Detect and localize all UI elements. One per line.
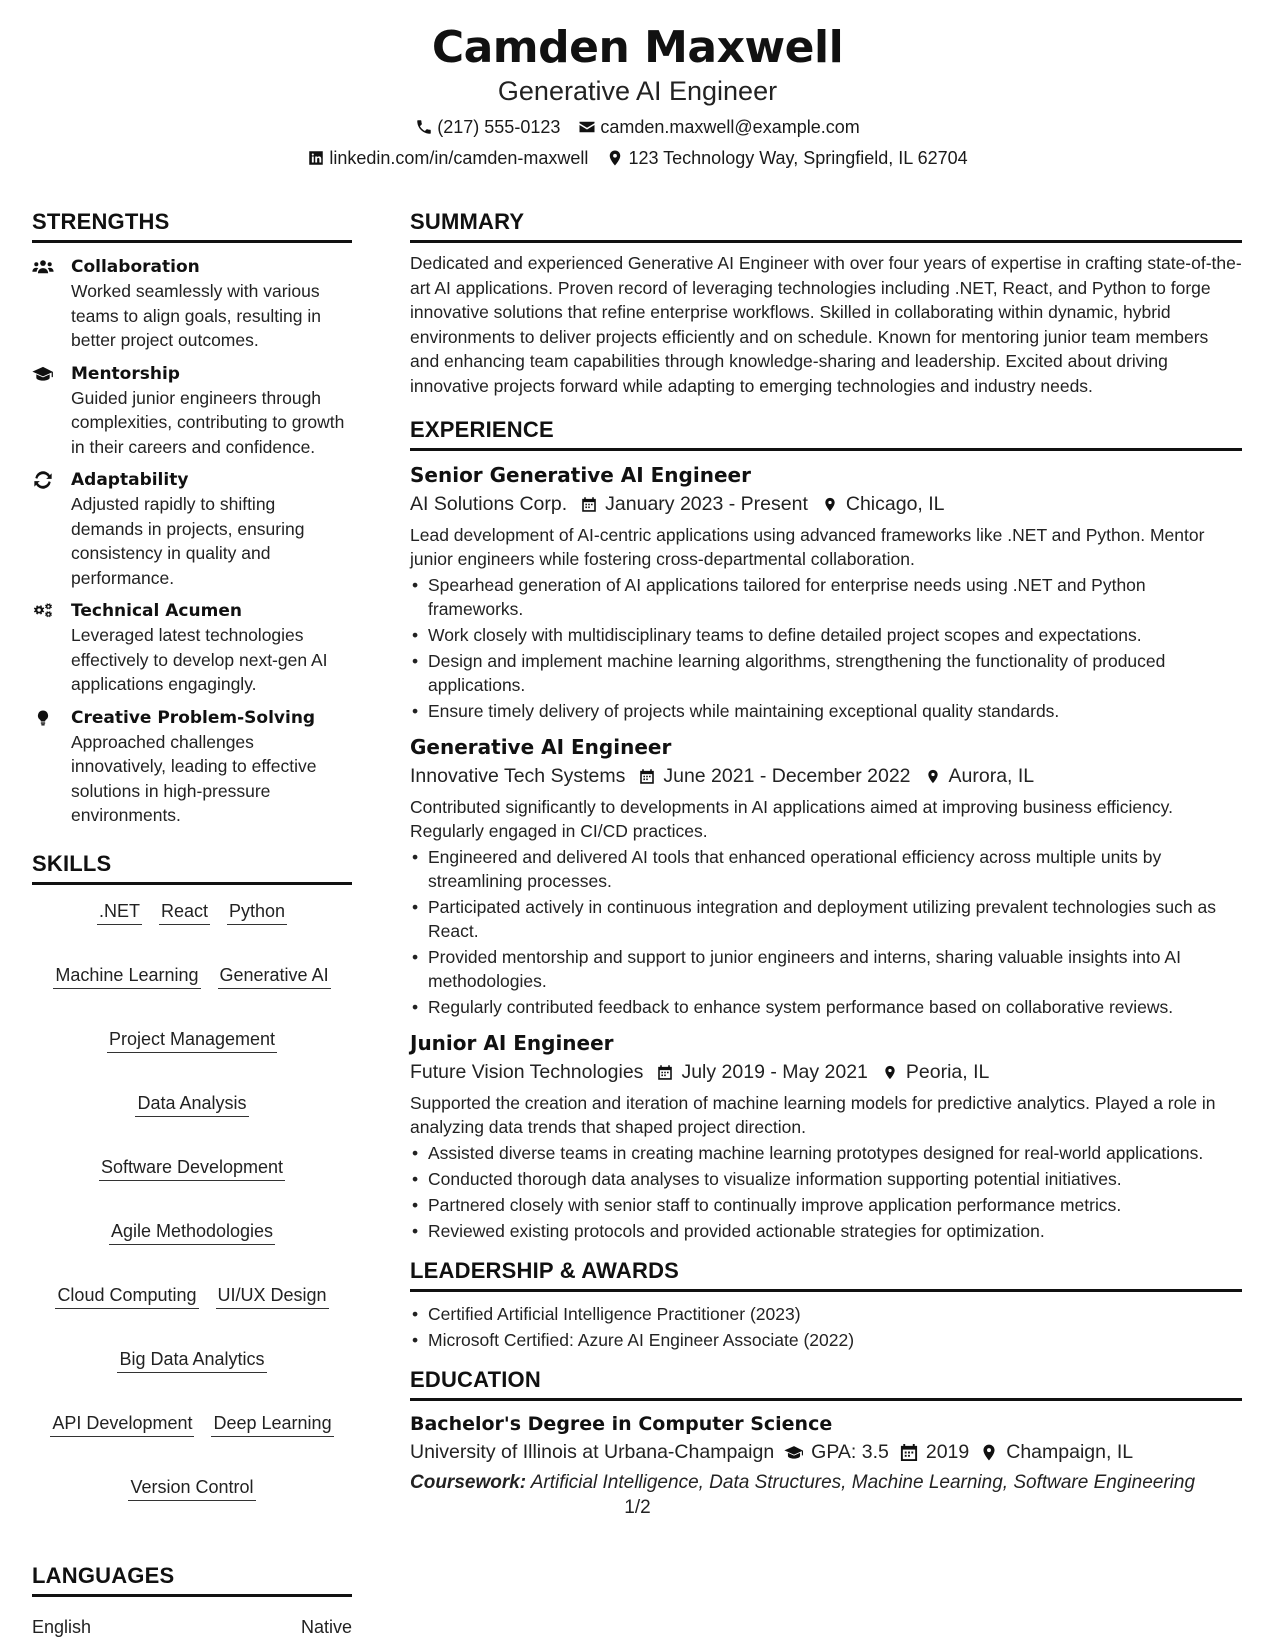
job-dates-text: July 2019 - May 2021 [681,1061,868,1083]
refresh-icon [32,471,54,489]
strength-title: Creative Problem-Solving [71,707,316,728]
skill-tag: Generative AI [218,963,331,989]
strength-desc: Worked seamlessly with various teams to align goals, resulting in better project outcomes. [71,281,321,350]
candidate-name: Camden Maxwell [431,22,844,73]
award-item: • Certified Artificial Intelligence Practitioner (2023) [410,1302,1242,1326]
map-pin-icon [882,1063,898,1082]
experience-list [410,461,1242,1243]
strength-item [32,255,352,353]
skill-tag: Big Data Analytics [117,1347,266,1373]
calendar-icon [899,1443,919,1462]
skill-tag: UI/UX Design [216,1283,329,1309]
job-meta [410,1057,1242,1087]
summary-heading: SUMMARY [410,208,1242,243]
gpa-text: GPA: 3.5 [811,1441,889,1463]
phone-icon [415,118,433,136]
job-bullet: • Spearhead generation of AI applications tailored for enterprise needs using .NET and Python frameworks. [410,573,1242,621]
skill-tag: Agile Methodologies [109,1219,275,1245]
languages-heading: LANGUAGES [32,1562,352,1597]
phone-contact[interactable] [415,115,560,139]
resume-header [0,22,1275,170]
skill-tag: .NET [97,899,142,925]
language-row [32,1615,352,1639]
language-level: Native [300,1616,352,1637]
language-name: English [32,1616,92,1637]
job-location-text: Chicago, IL [845,493,945,515]
strength-title: Mentorship [71,363,180,384]
job-bullet: • Engineered and delivered AI tools that enhanced operational efficiency across multiple units by streamlining processes. [410,845,1242,893]
job-role: Senior Generative AI Engineer [410,463,751,487]
skill-tag: React [159,899,210,925]
job-bullet: • Regularly contributed feedback to enhance system performance based on collaborative reviews. [410,995,1242,1019]
users-icon [32,258,54,276]
map-pin-icon [925,767,941,786]
job-entry [410,1029,1242,1243]
map-pin-icon [822,495,838,514]
experience-heading: EXPERIENCE [410,416,1242,451]
contact-row-2 [0,146,1275,170]
linkedin-icon [307,149,325,167]
skill-tag: API Development [50,1411,194,1437]
strength-item [32,706,352,828]
calendar-icon [581,495,597,514]
skill-tag: Deep Learning [211,1411,333,1437]
job-location-text: Peoria, IL [905,1061,990,1083]
job-entry [410,461,1242,723]
map-pin-icon [979,1443,999,1462]
right-column [410,208,1242,1497]
skill-tag: Python [227,899,287,925]
coursework-text: Artificial Intelligence, Data Structures, Machine Learning, Software Engineering [530,1472,1196,1493]
job-dates-text: June 2021 - December 2022 [663,765,911,787]
award-item: • Microsoft Certified: Azure AI Engineer Associate (2022) [410,1328,1242,1352]
job-bullet: • Reviewed existing protocols and provided actionable strategies for optimization. [410,1219,1242,1243]
graduation-cap-icon [784,1443,804,1462]
job-bullet: • Assisted diverse teams in creating machine learning prototypes designed for real-world applications. [410,1141,1242,1165]
job-role: Generative AI Engineer [410,735,672,759]
job-description: Contributed significantly to developments in AI applications aimed at improving business efficiency. Regularly engaged in CI/CD practices. [410,797,1173,841]
strength-desc: Approached challenges innovatively, leading to effective solutions in high-pressure environments. [71,731,317,825]
school-location [979,1437,1133,1467]
strength-item [32,468,352,590]
skill-tag: Machine Learning [53,963,200,989]
job-company: AI Solutions Corp. [410,493,568,515]
graduation-year [899,1437,969,1467]
job-description: Lead development of AI-centric applications using advanced frameworks like .NET and Python. Mentor junior engineers while fostering cross-departmental collaboration. [410,525,1205,569]
job-location [925,761,1035,791]
summary-text: Dedicated and experienced Generative AI Engineer with over four years of expertise in crafting state-of-the-art AI applications. Proven record of leveraging technologies including .NET, React, and Python to forge innovative solutions that refine enterprise workflows. Skilled in collaborating within dynamic, hybrid environments to deliver projects efficiently and on schedule. Known for mentoring junior team members and enhancing team capabilities through knowledge-sharing and leadership. Excited about driving innovative projects forward while adapting to emerging technologies and industry needs. [410,253,1242,396]
strength-item [32,599,352,697]
gears-icon [32,602,54,620]
location-text: Champaign, IL [1006,1441,1134,1463]
strength-title: Technical Acumen [71,601,242,621]
page-number: 1/2 [624,1497,651,1518]
skill-tag: Data Analysis [135,1091,248,1117]
job-location-text: Aurora, IL [948,765,1035,787]
address-text: 123 Technology Way, Springfield, IL 62704 [628,148,968,168]
job-bullet: • Partnered closely with senior staff to continually improve application performance metrics. [410,1193,1242,1217]
job-bullets [410,1141,1242,1243]
job-company: Future Vision Technologies [410,1061,644,1083]
job-bullet: • Ensure timely delivery of projects while maintaining exceptional quality standards. [410,699,1242,723]
candidate-title: Generative AI Engineer [497,76,778,106]
strengths-heading: STRENGTHS [32,208,352,243]
job-bullets [410,573,1242,723]
job-meta [410,761,1242,791]
job-location [882,1057,989,1087]
job-dates [657,1057,867,1087]
job-bullet: • Work closely with multidisciplinary teams to define detailed project scopes and expectations. [410,623,1242,647]
linkedin-contact[interactable] [307,146,588,170]
degree-title: Bachelor's Degree in Computer Science [410,1413,833,1435]
job-dates [581,489,808,519]
job-description: Supported the creation and iteration of machine learning models for predictive analytics. Played a role in analyzing data trends that shaped project direction. [410,1093,1216,1137]
skill-tag: Version Control [128,1475,255,1501]
job-dates-text: January 2023 - Present [605,493,808,515]
coursework-label: Coursework: [410,1472,527,1493]
job-bullet: • Participated actively in continuous integration and deployment utilizing prevalent technologies such as React. [410,895,1242,943]
lightbulb-icon [32,709,54,727]
phone-text: (217) 555-0123 [437,117,561,137]
linkedin-text: linkedin.com/in/camden-maxwell [329,148,589,168]
job-location [822,489,945,519]
skill-tag: Software Development [99,1155,285,1181]
strength-title: Adaptability [71,470,189,490]
gpa [784,1437,889,1467]
leadership-heading: LEADERSHIP & AWARDS [410,1257,1242,1292]
address-contact [606,146,967,170]
job-meta [410,489,1242,519]
skills-list [32,899,352,1520]
skill-tag: Project Management [107,1027,277,1053]
coursework [410,1469,1242,1497]
contact-row-1 [0,115,1275,139]
strength-desc: Leveraged latest technologies effectively to develop next-gen AI applications engagingly. [71,625,328,694]
job-bullets [410,845,1242,1019]
year-text: 2019 [925,1441,970,1463]
left-column [32,208,352,1650]
skill-tag: Cloud Computing [55,1283,198,1309]
map-pin-icon [606,149,624,167]
awards-list [410,1302,1242,1352]
email-contact[interactable] [578,115,859,139]
strengths-list [32,255,352,828]
email-text: camden.maxwell@example.com [600,117,860,137]
job-bullet: • Provided mentorship and support to junior engineers and interns, sharing valuable insights into AI methodologies. [410,945,1242,993]
job-company: Innovative Tech Systems [410,765,626,787]
job-bullet: • Conducted thorough data analyses to visualize information supporting potential initiatives. [410,1167,1242,1191]
strength-item [32,362,352,460]
graduation-cap-icon [32,365,54,383]
education-heading: EDUCATION [410,1366,1242,1401]
calendar-icon [639,767,655,786]
strength-desc: Guided junior engineers through complexities, contributing to growth in their careers and confidence. [71,387,345,457]
job-entry [410,733,1242,1019]
skills-heading: SKILLS [32,850,352,885]
calendar-icon [657,1063,673,1082]
job-dates [639,761,910,791]
education-meta [410,1437,1242,1467]
envelope-icon [578,118,596,136]
strength-desc: Adjusted rapidly to shifting demands in projects, ensuring consistency in quality and performance. [71,494,305,588]
school-name: University of Illinois at Urbana-Champaign [410,1441,775,1463]
strength-title: Collaboration [71,257,200,277]
job-role: Junior AI Engineer [410,1031,614,1055]
job-bullet: • Design and implement machine learning algorithms, strengthening the functionality of produced applications. [410,649,1242,697]
